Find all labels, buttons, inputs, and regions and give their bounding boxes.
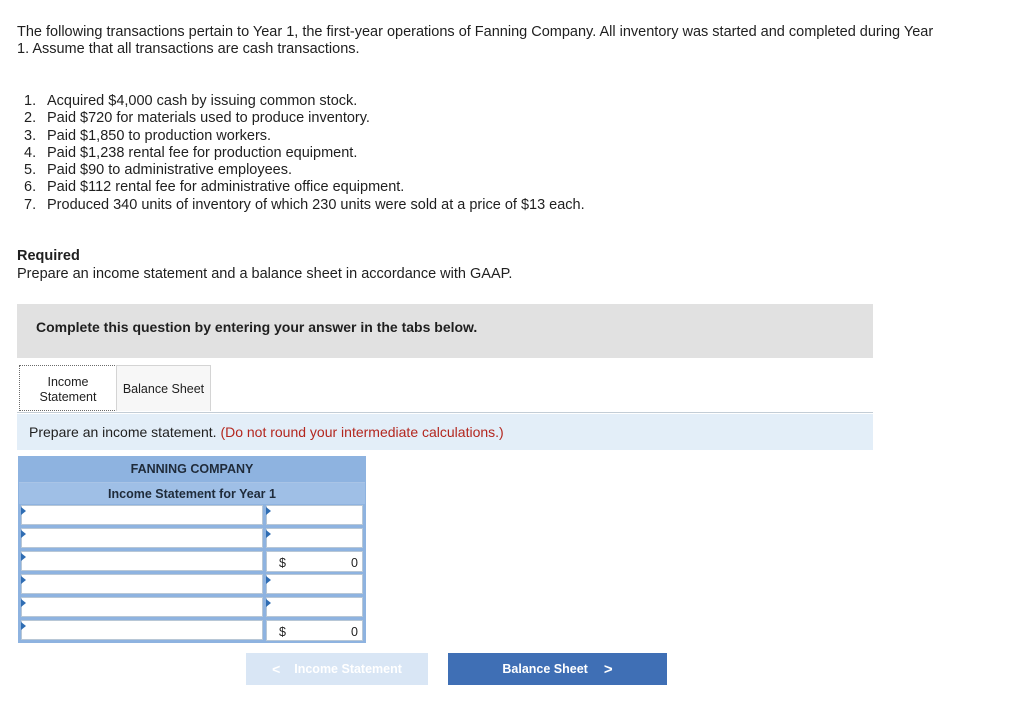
list-item — [24, 145, 585, 162]
next-balance-sheet-button[interactable] — [448, 653, 667, 685]
required-text: Prepare an income statement and a balance sheet in accordance with GAAP. — [17, 266, 513, 282]
list-item — [24, 128, 585, 145]
transaction-list — [24, 93, 585, 214]
amount-input-field[interactable] — [267, 529, 362, 547]
dropdown-marker-icon — [266, 507, 271, 515]
dropdown-marker-icon — [266, 576, 271, 584]
list-item — [24, 110, 585, 127]
item-number: 2. — [24, 110, 37, 127]
item-number: 4. — [24, 144, 37, 161]
label-input-field[interactable] — [22, 621, 262, 639]
label-input-row1[interactable] — [21, 505, 263, 525]
item-number: 6. — [24, 179, 37, 196]
item-text: Paid $1,850 to production workers. — [47, 127, 272, 144]
label-input-row6[interactable] — [21, 620, 263, 640]
list-item — [24, 93, 585, 110]
tab-label-line2: Statement — [39, 389, 97, 404]
dropdown-marker-icon — [21, 553, 26, 561]
label-input-row2[interactable] — [21, 528, 263, 548]
list-item — [24, 179, 585, 196]
dropdown-marker-icon — [21, 622, 26, 630]
total-value: 0 — [351, 625, 358, 639]
income-statement-table — [18, 456, 366, 643]
item-text: Paid $90 to administrative employees. — [47, 162, 293, 179]
label-input-field[interactable] — [22, 552, 262, 570]
item-text: Acquired $4,000 cash by issuing common stock. — [47, 93, 358, 109]
amount-input-row2[interactable] — [266, 528, 363, 548]
problem-intro: The following transactions pertain to Year 1, the first-year operations of Fanning Company. All inventory was started and completed during Year 1. Assume that all transactions are cash transactions. — [17, 24, 934, 57]
prepare-note: (Do not round your intermediate calculations.) — [220, 424, 504, 440]
instruction-text: Complete this question by entering your answer in the tabs below. — [36, 319, 478, 335]
label-input-field[interactable] — [22, 506, 262, 524]
tab-divider — [17, 412, 873, 413]
label-input-row3[interactable] — [21, 551, 263, 571]
subtotal-value: 0 — [351, 556, 358, 570]
dropdown-marker-icon — [21, 530, 26, 538]
tab-label-line1: Income — [47, 375, 89, 389]
item-number: 1. — [24, 93, 37, 109]
label-input-row5[interactable] — [21, 597, 263, 617]
label-input-field[interactable] — [22, 598, 262, 616]
tab-balance-sheet[interactable] — [116, 365, 211, 411]
prepare-text: Prepare an income statement. — [29, 424, 217, 440]
dollar-sign: $ — [279, 556, 286, 570]
dropdown-marker-icon — [266, 530, 271, 538]
next-button-label: Balance Sheet — [502, 662, 588, 676]
dollar-sign: $ — [279, 625, 286, 639]
item-number: 5. — [24, 162, 37, 179]
item-text: Paid $720 for materials used to produce inventory. — [47, 110, 370, 127]
amount-input-row5[interactable] — [266, 597, 363, 617]
item-text: Produced 340 units of inventory of which 230 units were sold at a price of $13 each. — [47, 196, 585, 213]
subtotal-cell — [266, 551, 363, 572]
company-name: FANNING COMPANY — [130, 462, 254, 476]
tab-income-statement[interactable] — [19, 365, 117, 411]
statement-title: Income Statement for Year 1 — [19, 482, 365, 504]
dropdown-marker-icon — [21, 576, 26, 584]
amount-input-field[interactable] — [267, 598, 362, 616]
chevron-left-icon: < — [272, 661, 281, 677]
required-heading: Required — [17, 248, 80, 264]
tab-label: Balance Sheet — [122, 381, 205, 396]
label-input-row4[interactable] — [21, 574, 263, 594]
label-input-field[interactable] — [22, 529, 262, 547]
item-text: Paid $112 rental fee for administrative office equipment. — [47, 179, 405, 196]
prepare-instruction — [17, 414, 873, 450]
dropdown-marker-icon — [21, 599, 26, 607]
label-input-field[interactable] — [22, 575, 262, 593]
total-cell — [266, 620, 363, 641]
amount-input-row4[interactable] — [266, 574, 363, 594]
amount-input-field[interactable] — [267, 575, 362, 593]
prev-button-label: Income Statement — [294, 662, 402, 676]
amount-input-field[interactable] — [267, 506, 362, 524]
list-item — [24, 197, 585, 214]
dropdown-marker-icon — [266, 599, 271, 607]
list-item — [24, 162, 585, 179]
prev-income-statement-button[interactable] — [246, 653, 428, 685]
amount-input-row1[interactable] — [266, 505, 363, 525]
item-text: Paid $1,238 rental fee for production equipment. — [47, 144, 358, 161]
item-number: 3. — [24, 127, 37, 144]
chevron-right-icon: > — [603, 660, 613, 678]
item-number: 7. — [24, 196, 37, 213]
dropdown-marker-icon — [21, 507, 26, 515]
instruction-banner — [17, 304, 873, 358]
